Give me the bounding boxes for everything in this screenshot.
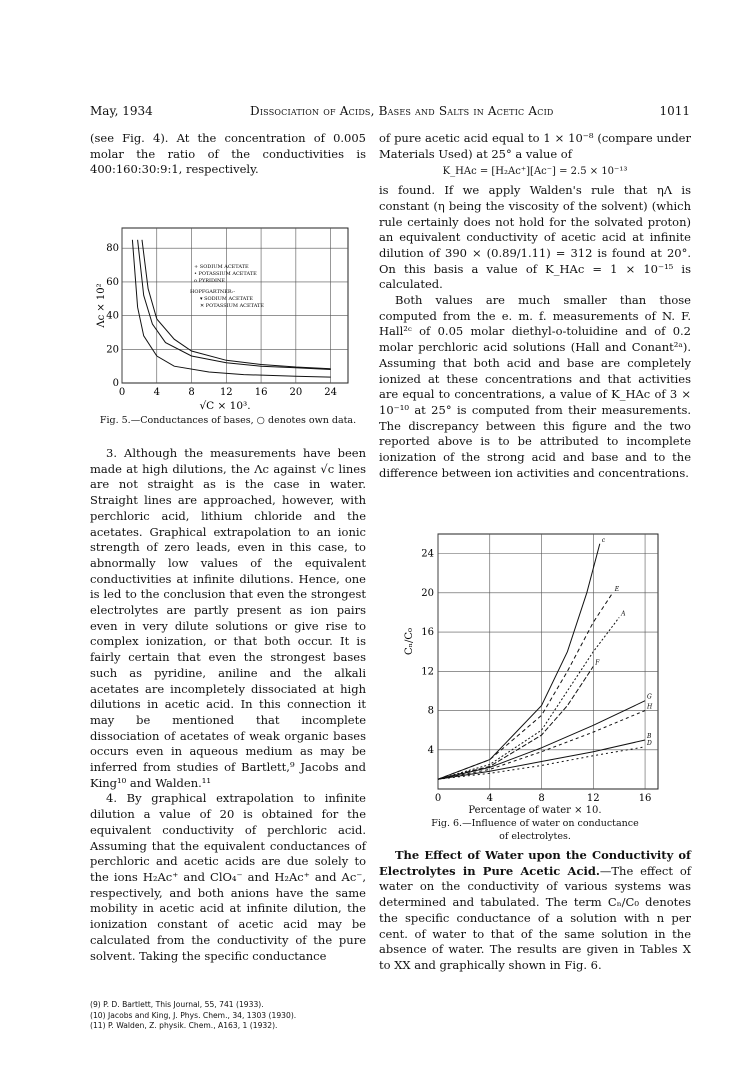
x-tick-label: 0	[118, 387, 126, 398]
equation: K_HAc = [H₂Ac⁺][Ac⁻] = 2.5 × 10⁻¹³	[442, 166, 628, 178]
figure-6-caption	[379, 804, 691, 843]
x-tick-label: 24	[324, 387, 337, 398]
paragraph-3: 3. Although the measurements have been made at high dilutions, the Λc against √c lines are not straight as is the case in water. Straight lines are approached, however, with perchloric acid, lithium chloride and the acetates. Graphical extrapolation to an ionic strength of zero leads, even in this case, to abnormally low values of the equivalent conductivities at infinite dilutions. Hence, one is led to the conclusion that even the strongest electrolytes are partly present as ion pairs even in very dilute solutions or give rise to complex ionization, or that both occur. It is fairly certain that even the strongest bases such as pyridine, aniline and the alkali acetates are incompletely dissociated at high dilutions in acetic acid. In this connection it may be mentioned that incomplete dissociation of acetates of weak organic bases occurs even in aqueous medium as may be inferred from studies of Bartlett,⁹ Jacobs and King¹⁰ and Walden.¹¹	[90, 446, 366, 790]
figure-6-caption-line2: of electrolytes.	[499, 831, 571, 842]
y-tick-label: 20	[106, 344, 119, 356]
x-tick-label: 8	[188, 387, 195, 398]
series-label: F	[595, 659, 600, 667]
figure-6-xlabel: Percentage of water × 10.	[468, 805, 602, 816]
y-tick-label: 16	[421, 627, 434, 639]
series-label: c	[601, 536, 606, 544]
series-label: A	[621, 610, 626, 618]
paragraph: —The effect of water on the conductivity of various systems was determined and tabulated. The term Cₙ/C₀ denotes the specific conductance of a solution with n per cent. of water to that of the same solution in the absence of water. The results are given in Tables X to XX and graphically shown in Fig. 6.	[379, 863, 692, 972]
y-tick-label: 80	[106, 243, 119, 255]
paragraph: Both values are much smaller than those computed from the e. m. f. measurements of N. F. Hall²ᶜ of 0.05 molar diethyl-o-toluidine and of 0.2 molar perchloric acid solutions (Hall and Conant²ᵃ). Assuming that both acid and base are completely ionized at these concentrations and that activities are equal to concentrations, a value of K_HAc of 3 × 10⁻¹⁰ at 25° is computed from their measurements. The discrepancy between this figure and the two reported above is to be attributed to incomplete ionization of the strong acid and base and to the difference between ion activities and concentrations.	[379, 293, 691, 480]
x-tick-label: 16	[254, 387, 268, 398]
right-column-bottom	[379, 848, 691, 974]
y-tick-label: 4	[427, 744, 434, 756]
footnote: (11) P. Walden, Z. physik. Chem., A163, 1 (1932).	[90, 1021, 278, 1030]
figure-6-caption-line1: Fig. 6.—Influence of water on conductance	[431, 818, 639, 829]
y-tick-label: 12	[421, 666, 434, 678]
footnote: (9) P. D. Bartlett, This Journal, 55, 741 (1933).	[90, 1000, 264, 1009]
y-tick-label: 40	[106, 310, 119, 322]
y-tick-label: 0	[112, 378, 119, 389]
page-number: 1011	[659, 104, 690, 118]
plot-frame	[438, 534, 658, 789]
figure-5-caption: Fig. 5.—Conductances of bases, ○ denotes own data.	[99, 415, 357, 426]
y-axis-label: Λc × 10²	[96, 283, 107, 328]
legend-entry: HOPFGARTNER:-	[190, 289, 236, 295]
x-tick-label: 12	[586, 793, 600, 804]
series-label: G	[647, 693, 652, 701]
series-line	[438, 617, 619, 779]
x-axis-label: √C × 10³.	[199, 400, 251, 412]
y-tick-label: 20	[421, 587, 434, 599]
series-label: D	[647, 739, 652, 747]
x-tick-label: 0	[434, 793, 442, 804]
paragraph: (see Fig. 4). At the concentration of 0.005 molar the ratio of the conductivities is 400:160:30:9:1, respectively.	[90, 131, 366, 177]
footnote: (10) Jacobs and King, J. Phys. Chem., 34, 1303 (1930).	[90, 1010, 297, 1020]
footnotes	[90, 1000, 366, 1032]
series-label: B	[647, 732, 652, 740]
header-date: May, 1934	[90, 104, 153, 118]
y-tick-label: 60	[106, 276, 119, 288]
x-tick-label: 8	[538, 793, 545, 804]
y-tick-label: 8	[427, 705, 434, 717]
series-label: E	[614, 585, 620, 593]
paragraph: of pure acetic acid equal to 1 × 10⁻⁸ (compare under Materials Used) at 25° a value of	[379, 131, 691, 161]
figure-5-chart	[96, 220, 358, 415]
running-header	[90, 104, 690, 122]
x-tick-label: 12	[219, 387, 233, 398]
legend-entry: + SODIUM ACETATE	[194, 264, 249, 270]
y-axis-label: Cₙ/C₀	[404, 627, 415, 656]
legend-entry: ▾ SODIUM ACETATE	[200, 296, 254, 302]
legend-entry: o PYRIDINE	[194, 278, 226, 284]
x-tick-label: 4	[486, 793, 493, 804]
paragraph-4: 4. By graphical extrapolation to infinite dilution a value of 20 is obtained for the equivalent conductivity of perchloric acid. Assuming that the equivalent conductances of perchloric and acetic acids are due solely to the ions H₂Ac⁺ and ClO₄⁻ and H₂Ac⁺ and Ac⁻, respectively, and both anions have the same mobility in acetic acid at infinite dilution, the ionization constant of acetic acid may be calculated from the conductivity of the pure solvent. Taking the specific conductance	[90, 791, 366, 963]
section-heading: The Effect of Water upon the Conductivity of Electrolytes in Pure Acetic Acid.	[379, 848, 691, 878]
series-line	[438, 666, 593, 779]
legend-entry: ✕ POTASSIUM ACETATE	[200, 303, 265, 309]
x-tick-label: 20	[289, 387, 303, 398]
x-tick-label: 4	[153, 387, 160, 398]
header-title: Dissociation of Acids, Bases and Salts in Acetic Acid	[250, 104, 554, 118]
left-column-body	[90, 446, 366, 964]
y-tick-label: 24	[421, 548, 434, 560]
left-column-intro	[90, 131, 366, 178]
right-column-top	[379, 131, 691, 481]
paragraph: is found. If we apply Walden's rule that ηΛ is constant (η being the viscosity of the solvent) (which rule certainly does not hold for the solvated proton) an equivalent conductivity of acetic acid at infinite dilution of 390 × (0.89/1.11) = 312 is found at 20°. On this basis a value of K_HAc = 1 × 10⁻¹⁵ is calculated.	[379, 183, 691, 292]
series-line	[438, 593, 613, 779]
legend-entry: • POTASSIUM ACETATE	[194, 271, 257, 277]
figure-6-chart	[398, 528, 668, 808]
series-label: H	[647, 703, 653, 711]
x-tick-label: 16	[638, 793, 652, 804]
series-line	[438, 544, 600, 779]
